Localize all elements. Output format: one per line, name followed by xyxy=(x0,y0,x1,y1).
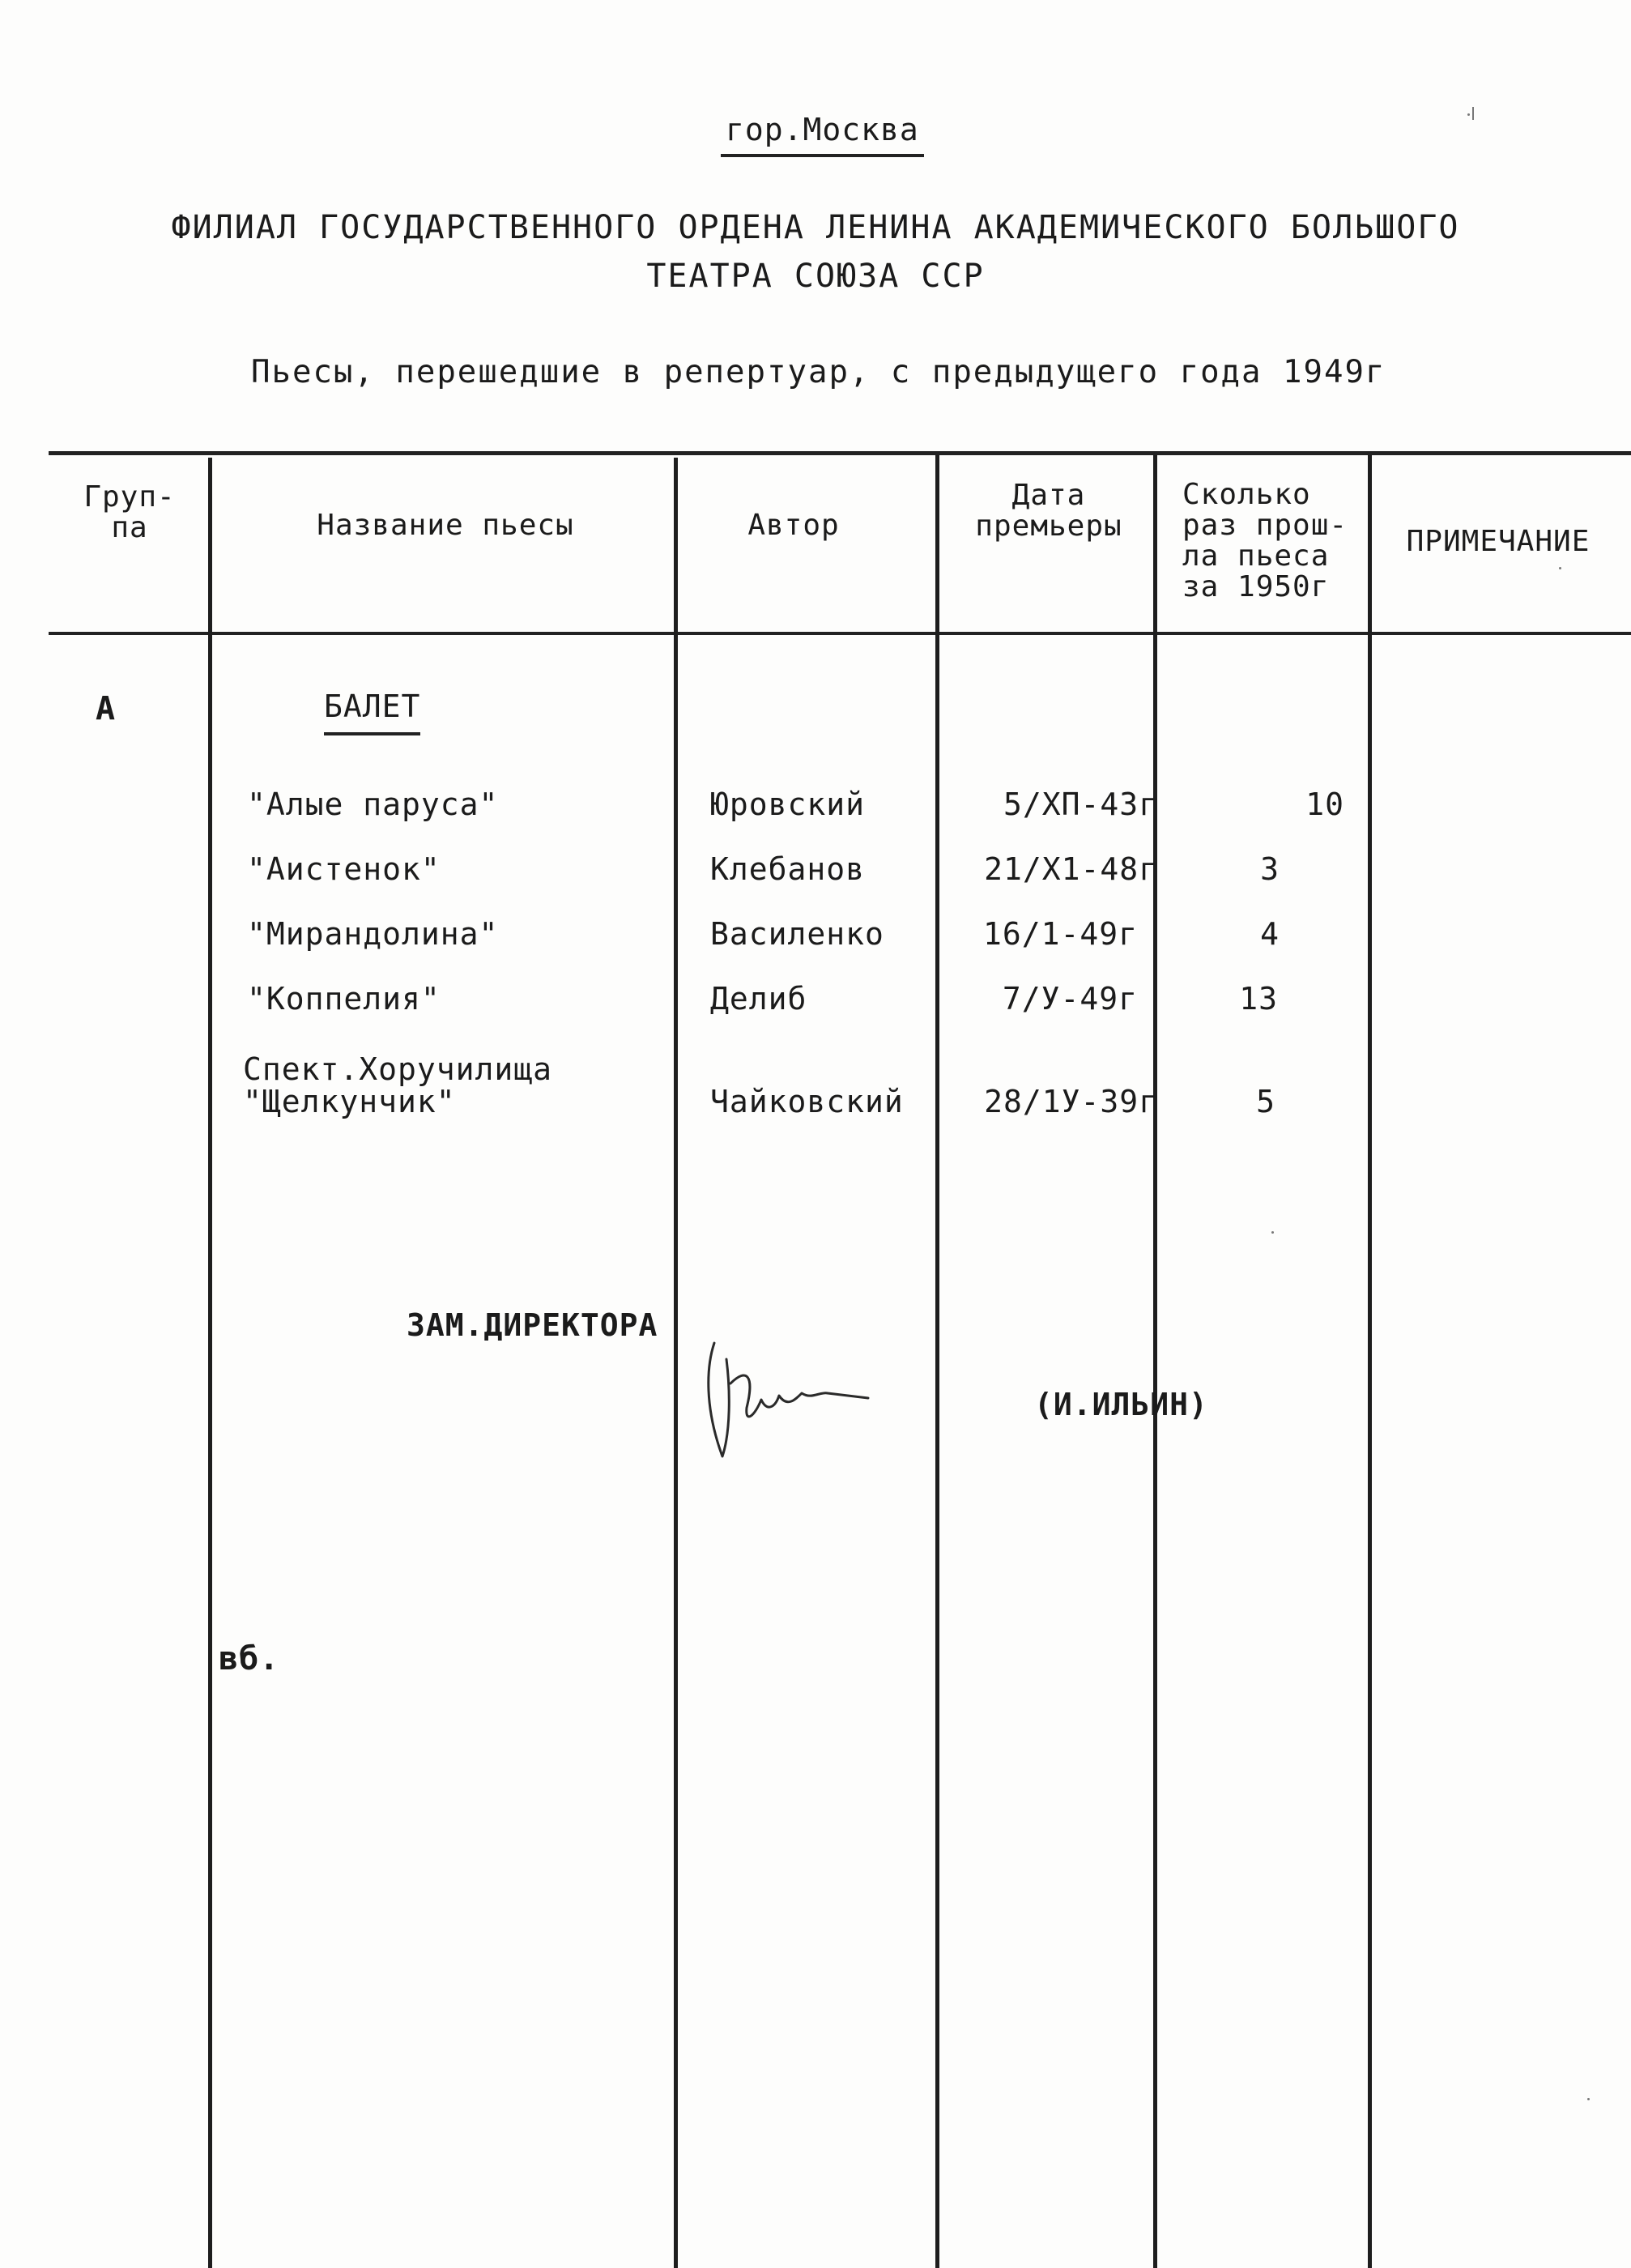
header-count: Сколько раз прош- ла пьеса за 1950г xyxy=(1182,478,1348,603)
signer-name: (И.ИЛЬИН) xyxy=(1034,1387,1208,1422)
column-divider-1 xyxy=(208,458,212,2268)
row-title: "Алые паруса" xyxy=(247,787,499,822)
row-author: Делиб xyxy=(710,981,807,1017)
row-author: Юровский xyxy=(710,787,866,822)
header-premiere: Дата премьеры xyxy=(975,479,1122,543)
organization-line-2: ТЕАТРА СОЮЗА ССР xyxy=(646,258,985,295)
signer-title: ЗАМ.ДИРЕКТОРА xyxy=(407,1307,658,1343)
scan-speck xyxy=(1559,567,1561,569)
header-bottom-rule xyxy=(49,632,1631,635)
row-author: Чайковский xyxy=(710,1084,904,1119)
row-count: 5 xyxy=(1256,1084,1275,1119)
header-title: Название пьесы xyxy=(317,509,574,542)
row-count: 13 xyxy=(1239,981,1278,1017)
row-premiere: 28/1У-39г xyxy=(984,1084,1158,1119)
document-subtitle: Пьесы, перешедшие в репертуар, с предыдущего года 1949г xyxy=(251,354,1386,390)
scan-speck xyxy=(1472,107,1474,120)
row-title: Спект.Хоручилища "Щелкунчик" xyxy=(243,1051,553,1119)
handwritten-signature xyxy=(698,1335,909,1473)
scan-speck xyxy=(1587,2098,1590,2100)
column-divider-3 xyxy=(935,455,939,2268)
row-count: 10 xyxy=(1305,787,1344,822)
row-premiere: 5/XП-43г xyxy=(1003,787,1158,822)
row-title: "Мирандолина" xyxy=(247,916,499,952)
group-letter: А xyxy=(96,690,117,727)
column-divider-2 xyxy=(674,458,678,2268)
row-title: "Коппелия" xyxy=(247,981,441,1017)
header-group: Груп- па xyxy=(83,480,176,544)
row-author: Василенко xyxy=(710,916,884,952)
row-title: "Аистенок" xyxy=(247,851,441,887)
header-author: Автор xyxy=(747,509,840,542)
row-premiere: 16/1-49г xyxy=(982,916,1138,952)
row-count: 3 xyxy=(1260,851,1280,887)
header-notes: ПРИМЕЧАНИЕ xyxy=(1406,525,1591,558)
organization-line-1: ФИЛИАЛ ГОСУДАРСТВЕННОГО ОРДЕНА ЛЕНИНА АКАДЕМИЧЕСКОГО БОЛЬШОГО xyxy=(171,209,1460,246)
row-premiere: 21/Х1-48г xyxy=(984,851,1158,887)
row-premiere: 7/У-49г xyxy=(1002,981,1138,1017)
column-divider-5 xyxy=(1368,455,1372,2268)
typist-initials: вб. xyxy=(219,1640,280,1678)
city: гор.Москва xyxy=(721,112,924,157)
row-author: Клебанов xyxy=(710,851,866,887)
table-top-rule xyxy=(49,451,1631,455)
row-count: 4 xyxy=(1260,916,1280,952)
scan-speck xyxy=(1271,1231,1274,1234)
column-divider-4 xyxy=(1153,455,1157,2268)
section-heading: БАЛЕТ xyxy=(324,688,420,735)
scan-speck xyxy=(1467,113,1470,116)
